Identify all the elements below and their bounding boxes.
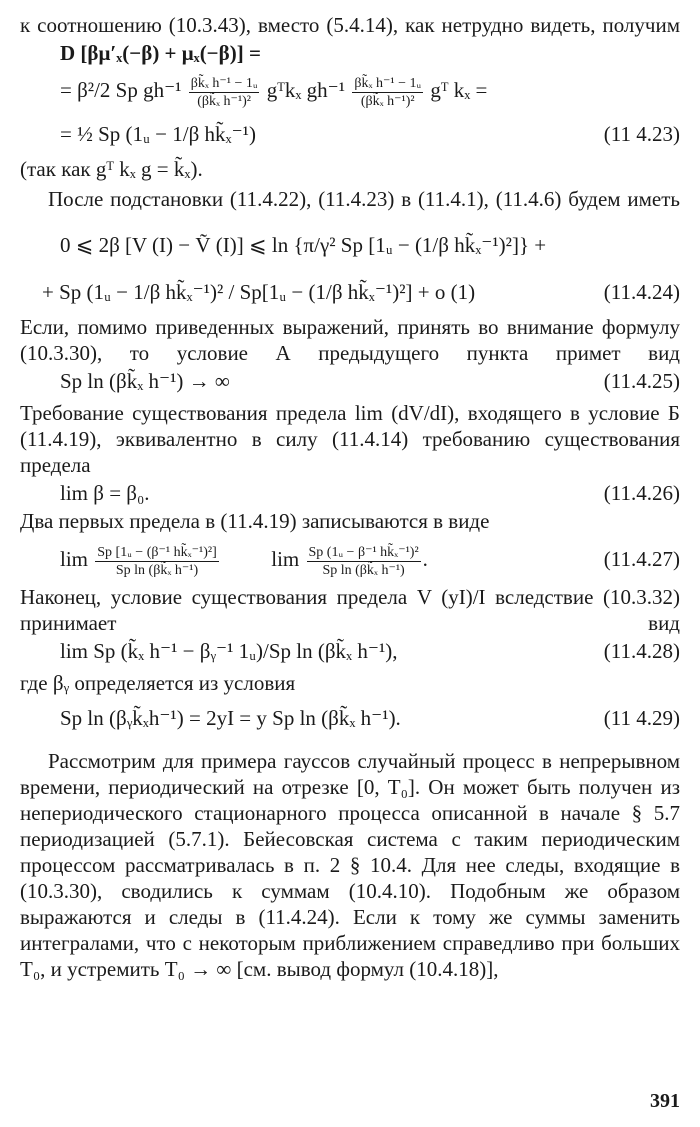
equation-variance-header <box>20 38 680 68</box>
fraction-numerator: Sp [1ᵤ − (β⁻¹ hk̃ₓ⁻¹)²] <box>97 544 217 560</box>
paragraph-first-limits: Два первых предела в (11.4.19) записываются в виде <box>20 509 490 533</box>
equation-number: (11.4.27) <box>603 547 680 571</box>
equation-body: lim Sp (k̃ₓ h⁻¹ − βᵧ⁻¹ 1ᵤ)/Sp ln (βk̃ₓ h⁻¹), <box>60 639 398 663</box>
equation-11-4-24-line2 <box>20 270 680 314</box>
limit-operator: lim <box>271 547 300 571</box>
paragraph-condition-a: Если, помимо приведенных выражений, принять во внимание формулу (10.3.30), то условие А предыдущего пункта примет вид <box>20 315 680 365</box>
equation-11-4-26 <box>20 478 680 508</box>
fraction-numerator: βk̃ₓ h⁻¹ − 1ᵤ <box>190 75 258 91</box>
equation-number: (11 4.29) <box>603 706 680 730</box>
fraction-numerator: Sp (1ᵤ − β⁻¹ hk̃ₓ⁻¹)² <box>308 544 419 560</box>
page-content <box>20 12 680 982</box>
fraction-numerator: βk̃ₓ h⁻¹ − 1ᵤ <box>354 75 422 91</box>
equation-part: = β²/2 Sp gh⁻¹ <box>60 78 182 102</box>
fraction-denominator: (βk̃ₓ h⁻¹)² <box>189 92 260 110</box>
equation-11-4-27 <box>20 534 680 584</box>
limit-operator: lim <box>60 547 89 571</box>
equation-11-4-25 <box>20 366 680 396</box>
equation-body: Sp ln (βk̃ₓ h⁻¹) → ∞ <box>60 369 230 393</box>
paragraph-limit-requirement: Требование существования предела lim (dV/dI), входящего в условие Б (11.4.19), эквивалентно в силу (11.4.14) требованию существования предела <box>20 401 680 477</box>
equation-variance-expansion <box>20 68 680 112</box>
equation-text: D [βμ′ₓ(−β) + μₓ(−β)] = <box>60 41 261 65</box>
equation-body: 0 ⩽ 2β [V (I) − Ṽ (I)] ⩽ ln {π/γ² Sp [1ᵤ − (1/β hk̃ₓ⁻¹)²]} + <box>60 233 547 257</box>
equation-body: = ½ Sp (1ᵤ − 1/β hk̃ₓ⁻¹) <box>60 122 256 146</box>
fraction-denominator: Sp ln (βk̃ₓ h⁻¹) <box>307 561 421 579</box>
fraction-denominator: Sp ln (βk̃ₓ h⁻¹) <box>95 561 218 579</box>
paragraph-gaussian-example: Рассмотрим для примера гауссов случайный процесс в непрерывном времени, периодический на отрезке [0, T₀]. Он может быть получен из непериодического стационарного процесса описанной в начале § 5.7 периодизацией (5.7.1). Бейесовская система с таким периодическим процессом рассматривалась в п. 2 § 10.4. Для нее следы, входящие в (10.3.30), сводились к суммам (10.4.10). Подобным же образом выражаются и следы в (11.4.24). Если к тому же суммы заменить интегралами, что с некоторым приближением справедливо при больших T₀, и устремить T₀ → ∞ [см. вывод формул (10.4.18)], <box>20 749 680 981</box>
equation-number: (11.4.25) <box>603 369 680 393</box>
equation-part: gᵀkₓ gh⁻¹ <box>266 78 346 102</box>
paragraph-intro: к соотношению (10.3.43), вместо (5.4.14), как нетрудно видеть, получим <box>20 13 680 37</box>
equation-11-4-24-line1 <box>20 220 680 270</box>
fraction <box>95 544 218 579</box>
equation-body: lim β = β₀. <box>60 481 150 505</box>
equation-11-4-28 <box>20 636 680 666</box>
paragraph-substitution: После подстановки (11.4.22), (11.4.23) в (11.4.1), (11.4.6) будем иметь <box>48 187 680 211</box>
equation-body: + Sp (1ᵤ − 1/β hk̃ₓ⁻¹)² / Sp[1ᵤ − (1/β hk̃ₓ⁻¹)²] + o (1) <box>42 280 476 304</box>
equation-body: lim $\frac{\text{Sp [1ᵤ − (β⁻¹ hk̃ₓ⁻¹)²]}}{\text{Sp ln (βk̃ₓ h⁻¹)}}$ lim $\frac{\text{Sp (1ᵤ − β⁻¹ hk̃ₓ⁻¹)²}}{\text{Sp ln (βk̃ₓ h⁻¹)}}$ . <box>60 544 428 578</box>
equation-11-4-29 <box>20 696 680 740</box>
fraction-denominator: (βk̃ₓ h⁻¹)² <box>352 92 423 110</box>
paragraph-since: (так как gᵀ kₓ g = k̃ₓ). <box>20 157 203 181</box>
equation-body <box>60 68 487 112</box>
paragraph-where: где βᵧ определяется из условия <box>20 671 296 695</box>
paragraph-finally: Наконец, условие существования предела V (yI)/I вследствие (10.3.32) принимает вид <box>20 585 680 635</box>
equation-number: (11.4.24) <box>603 280 680 304</box>
fraction <box>189 75 260 110</box>
equation-11-4-23 <box>20 112 680 156</box>
equation-part: gᵀ kₓ = <box>430 78 488 102</box>
equation-number: (11.4.28) <box>603 639 680 663</box>
fraction <box>307 544 421 579</box>
page-number: 391 <box>650 1090 680 1112</box>
fraction <box>352 75 423 110</box>
equation-number: (11.4.26) <box>603 481 680 505</box>
equation-body: Sp ln (βᵧk̃ₓh⁻¹) = 2yI = y Sp ln (βk̃ₓ h⁻¹). <box>60 706 401 730</box>
equation-number: (11 4.23) <box>603 122 680 146</box>
